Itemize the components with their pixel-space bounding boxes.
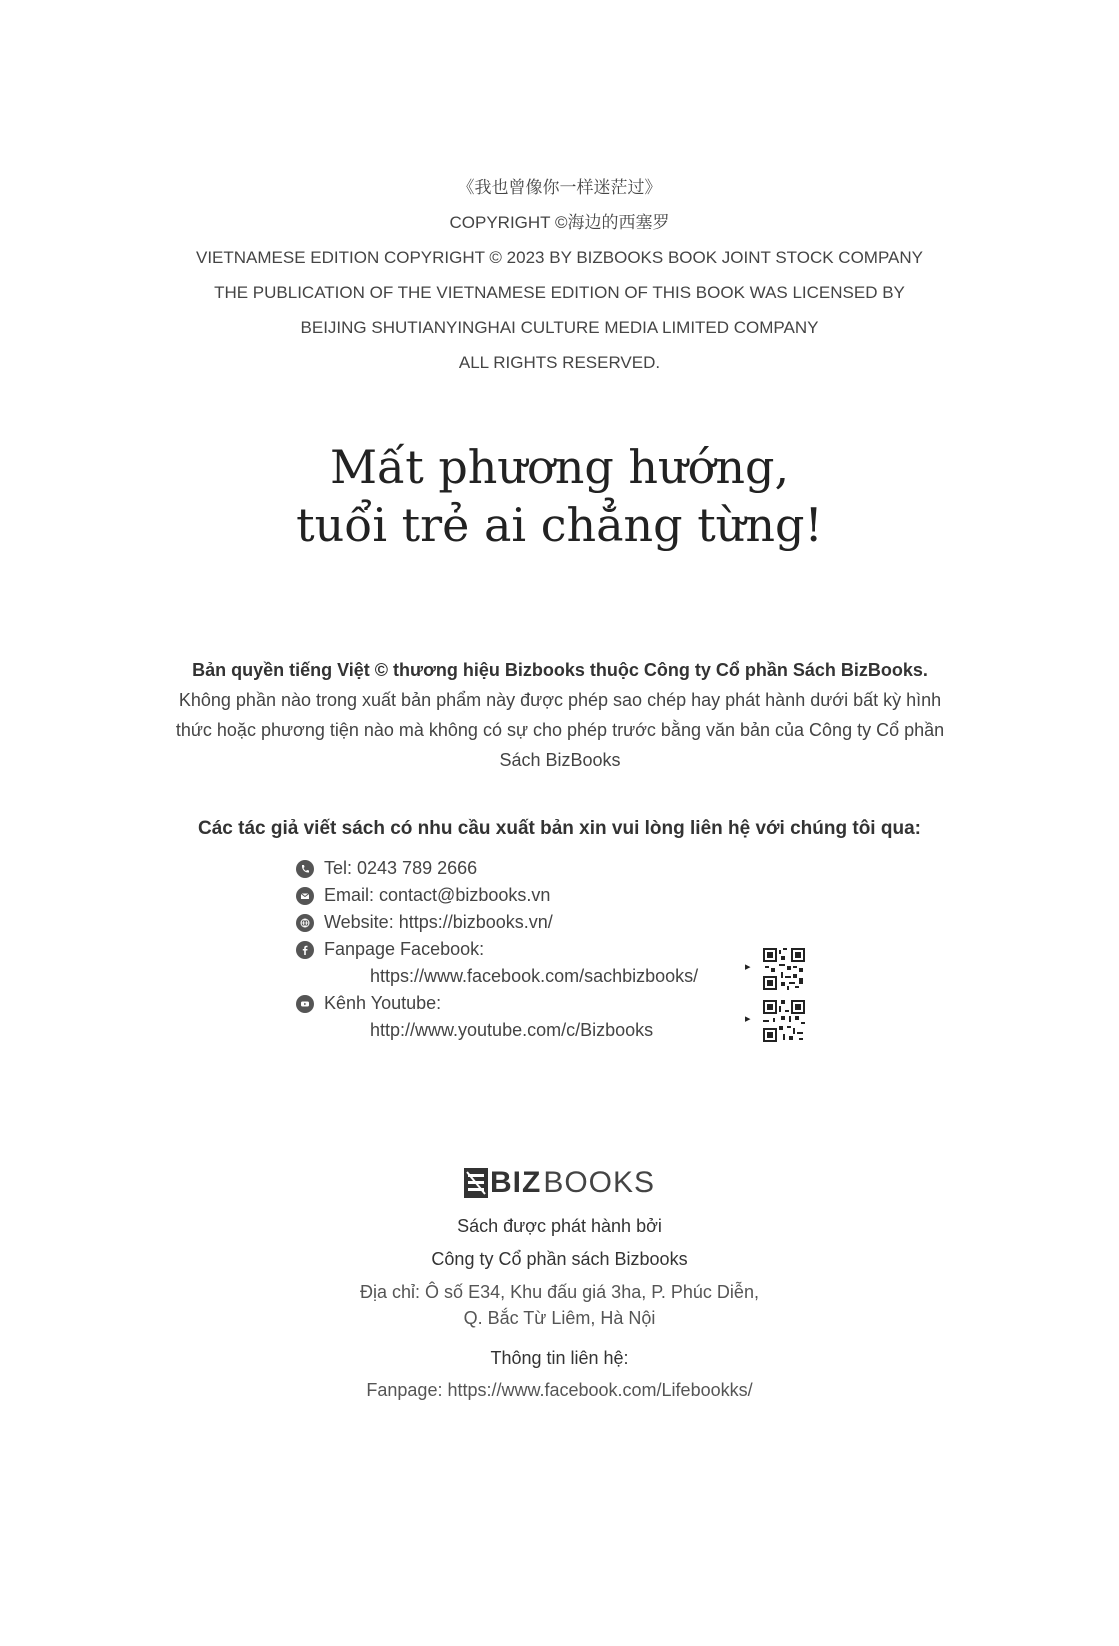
rights-bold-line: Bản quyền tiếng Việt © thương hiệu Bizbooks thuộc Công ty Cổ phần Sách BizBooks. [192,660,928,680]
facebook-icon [296,941,314,959]
contact-email [296,882,756,909]
address-line-2: Q. Bắc Từ Liêm, Hà Nội [463,1308,656,1328]
vietnamese-edition-line: VIETNAMESE EDITION COPYRIGHT © 2023 BY BIZBOOKS BOOK JOINT STOCK COMPANY [195,248,923,267]
logo-text-bold: BIZ [489,1166,542,1199]
arrow-icon: ▸ [745,1013,751,1025]
website-link[interactable]: Website: https://bizbooks.vn/ [324,912,553,932]
facebook-label: Fanpage Facebook: [324,939,485,959]
title-line-1: Mất phương hướng, [329,440,790,494]
contact-website [296,909,756,936]
facebook-link[interactable]: https://www.facebook.com/sachbizbooks/ [370,966,699,986]
bizbooks-logo [464,1165,655,1201]
youtube-link[interactable]: http://www.youtube.com/c/Bizbooks [370,1020,654,1040]
mail-icon [296,887,314,905]
contact-facebook [296,936,756,963]
email-link[interactable]: Email: contact@bizbooks.vn [324,885,551,905]
copyright-block [0,170,1119,380]
publisher-block [0,1165,1119,1403]
title-line-2: tuổi trẻ ai chẳng từng! [296,498,823,552]
logo-text-light: BOOKS [543,1166,656,1199]
rights-body: Không phần nào trong xuất bản phẩm này được phép sao chép hay phát hành dưới bất kỳ hình thức hoặc phương tiện nào mà không có sự cho phép trước bằng văn bản của Công ty Cổ phần Sách BizBooks [175,690,945,770]
distributed-by: Sách được phát hành bởi [457,1216,662,1236]
phone-icon [296,860,314,878]
rights-notice [160,655,960,775]
tel-text: Tel: 0243 789 2666 [324,858,478,878]
copyright-line: COPYRIGHT ©海边的西塞罗 [449,213,670,232]
book-title [0,438,1119,554]
youtube-label: Kênh Youtube: [324,993,442,1013]
license-line: THE PUBLICATION OF THE VIETNAMESE EDITION OF THIS BOOK WAS LICENSED BY [214,283,905,302]
contact-youtube [296,990,756,1017]
licensor-line: BEIJING SHUTIANYINGHAI CULTURE MEDIA LIMITED COMPANY [300,318,819,337]
facebook-url-row [296,963,756,990]
youtube-url-row [296,1017,756,1044]
arrow-icon: ▸ [745,961,751,973]
youtube-icon [296,995,314,1013]
globe-icon [296,914,314,932]
contact-heading: Các tác giả viết sách có nhu cầu xuất bản xin vui lòng liên hệ với chúng tôi qua: [198,818,921,839]
bizbooks-logo-icon [464,1168,488,1198]
company-name: Công ty Cổ phần sách Bizbooks [431,1249,688,1269]
contact-tel [296,855,756,882]
original-title: 《我也曾像你一样迷茫过》 [457,178,662,197]
rights-reserved-line: ALL RIGHTS RESERVED. [458,353,661,372]
address-line-1: Địa chỉ: Ô số E34, Khu đấu giá 3ha, P. Phúc Diễn, [360,1282,759,1302]
facebook-qr-code[interactable] [763,948,805,990]
fanpage-link[interactable]: Fanpage: https://www.facebook.com/Lifebookks/ [366,1380,753,1400]
youtube-qr-code[interactable] [763,1000,805,1042]
contact-info-label: Thông tin liên hệ: [490,1348,629,1368]
contact-list [296,855,756,1044]
